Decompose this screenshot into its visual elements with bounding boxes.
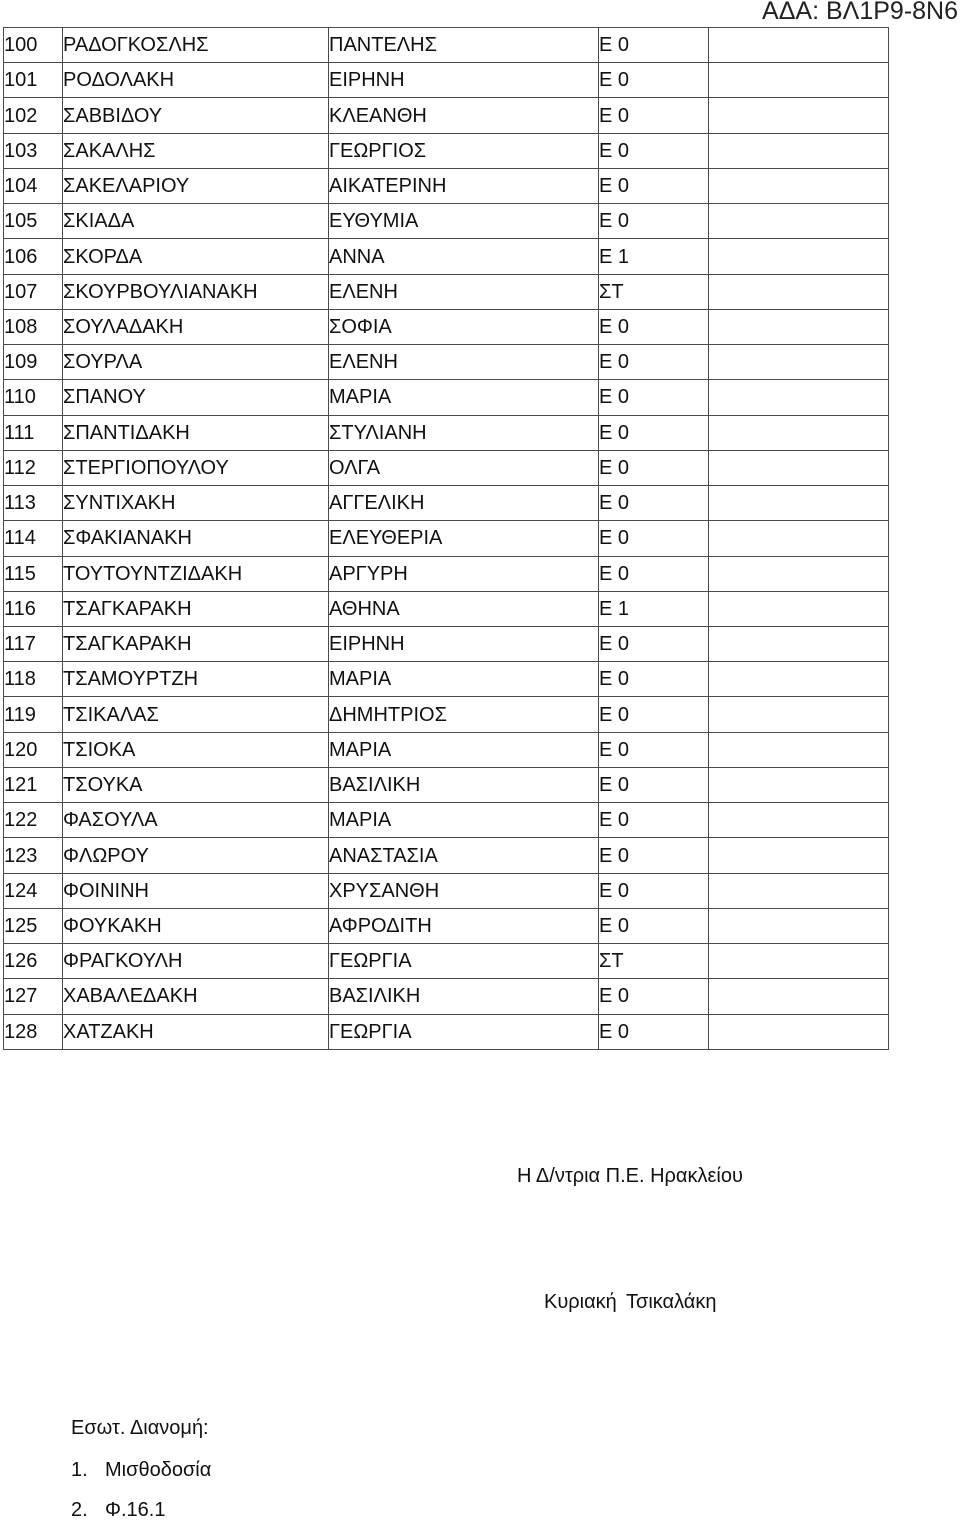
surname-cell: ΤΣΑΜΟΥΡΤΖΗ (63, 662, 329, 697)
row-number-cell: 128 (4, 1014, 63, 1049)
empty-cell (709, 591, 889, 626)
surname-cell: ΤΣΟΥΚΑ (63, 767, 329, 802)
surname-cell: ΡΑΔΟΓΚΟΣΛΗΣ (63, 28, 329, 63)
table-row (4, 556, 889, 591)
distribution-item-text: Φ.16.1 (105, 1499, 166, 1521)
empty-cell (709, 908, 889, 943)
surname-cell: ΤΣΙΟΚΑ (63, 732, 329, 767)
row-number-cell: 120 (4, 732, 63, 767)
surname-cell: ΣΟΥΡΛΑ (63, 345, 329, 380)
distribution-heading: Εσωτ. Διανομή: (71, 1417, 209, 1439)
surname-cell: ΣΑΒΒΙΔΟΥ (63, 98, 329, 133)
empty-cell (709, 767, 889, 802)
table-row (4, 838, 889, 873)
table-row (4, 486, 889, 521)
grade-cell: Ε 0 (599, 98, 709, 133)
empty-cell (709, 521, 889, 556)
table-row (4, 626, 889, 661)
grade-cell: Ε 0 (599, 28, 709, 63)
row-number-cell: 101 (4, 63, 63, 98)
grade-cell: Ε 0 (599, 556, 709, 591)
first-name-cell: ΕΛΕΝΗ (329, 274, 599, 309)
surname-cell: ΤΟΥΤΟΥΝΤΖΙΔΑΚΗ (63, 556, 329, 591)
grade-cell: Ε 0 (599, 732, 709, 767)
first-name-cell: ΕΙΡΗΝΗ (329, 63, 599, 98)
table-row (4, 1014, 889, 1049)
empty-cell (709, 979, 889, 1014)
empty-cell (709, 63, 889, 98)
row-number-cell: 123 (4, 838, 63, 873)
surname-cell: ΣΚΟΡΔΑ (63, 239, 329, 274)
surname-cell: ΣΠΑΝΤΙΔΑΚΗ (63, 415, 329, 450)
surname-cell: ΧΑΤΖΑΚΗ (63, 1014, 329, 1049)
table-row (4, 98, 889, 133)
empty-cell (709, 239, 889, 274)
surname-cell: ΡΟΔΟΛΑΚΗ (63, 63, 329, 98)
row-number-cell: 104 (4, 168, 63, 203)
first-name-cell: ΣΟΦΙΑ (329, 309, 599, 344)
surname-cell: ΦΟΥΚΑΚΗ (63, 908, 329, 943)
empty-cell (709, 450, 889, 485)
first-name-cell: ΟΛΓΑ (329, 450, 599, 485)
row-number-cell: 127 (4, 979, 63, 1014)
distribution-item-text: Μισθοδοσία (105, 1459, 212, 1481)
table-row (4, 803, 889, 838)
first-name-cell: ΑΡΓΥΡΗ (329, 556, 599, 591)
row-number-cell: 119 (4, 697, 63, 732)
empty-cell (709, 380, 889, 415)
first-name-cell: ΒΑΣΙΛΙΚΗ (329, 979, 599, 1014)
surname-cell: ΦΟΙΝΙΝΗ (63, 873, 329, 908)
grade-cell: Ε 0 (599, 309, 709, 344)
grade-cell: Ε 1 (599, 239, 709, 274)
empty-cell (709, 1014, 889, 1049)
first-name-cell: ΑΓΓΕΛΙΚΗ (329, 486, 599, 521)
row-number-cell: 125 (4, 908, 63, 943)
first-name-cell: ΕΛΕΥΘΕΡΙΑ (329, 521, 599, 556)
first-name-cell: ΑΦΡΟΔΙΤΗ (329, 908, 599, 943)
grade-cell: Ε 0 (599, 415, 709, 450)
empty-cell (709, 626, 889, 661)
grade-cell: Ε 0 (599, 803, 709, 838)
grade-cell: Ε 0 (599, 626, 709, 661)
row-number-cell: 102 (4, 98, 63, 133)
first-name-cell: ΚΛΕΑΝΘΗ (329, 98, 599, 133)
table-row (4, 944, 889, 979)
row-number-cell: 116 (4, 591, 63, 626)
table-row (4, 168, 889, 203)
ada-code: ΑΔΑ: ΒΛ1Ρ9-8Ν6 (762, 0, 958, 25)
row-number-cell: 124 (4, 873, 63, 908)
distribution-item-number: 2. (71, 1499, 88, 1521)
grade-cell: Ε 0 (599, 697, 709, 732)
grade-cell: Ε 0 (599, 168, 709, 203)
table-row (4, 63, 889, 98)
empty-cell (709, 873, 889, 908)
row-number-cell: 107 (4, 274, 63, 309)
first-name-cell: ΑΝΝΑ (329, 239, 599, 274)
first-name-cell: ΧΡΥΣΑΝΘΗ (329, 873, 599, 908)
empty-cell (709, 732, 889, 767)
row-number-cell: 103 (4, 133, 63, 168)
signatory-name: Κυριακή Τσικαλάκη (544, 1291, 717, 1313)
empty-cell (709, 345, 889, 380)
empty-cell (709, 486, 889, 521)
grade-cell: Ε 0 (599, 204, 709, 239)
grade-cell: Ε 0 (599, 380, 709, 415)
first-name-cell: ΠΑΝΤΕΛΗΣ (329, 28, 599, 63)
table-row (4, 697, 889, 732)
row-number-cell: 106 (4, 239, 63, 274)
grade-cell: Ε 0 (599, 767, 709, 802)
table-row (4, 873, 889, 908)
surname-cell: ΣΚΟΥΡΒΟΥΛΙΑΝΑΚΗ (63, 274, 329, 309)
signature-title: Η Δ/ντρια Π.Ε. Ηρακλείου (517, 1165, 743, 1187)
empty-cell (709, 803, 889, 838)
staff-table (3, 27, 889, 1050)
row-number-cell: 113 (4, 486, 63, 521)
row-number-cell: 109 (4, 345, 63, 380)
empty-cell (709, 415, 889, 450)
row-number-cell: 115 (4, 556, 63, 591)
first-name-cell: ΓΕΩΡΓΙΑ (329, 1014, 599, 1049)
surname-cell: ΧΑΒΑΛΕΔΑΚΗ (63, 979, 329, 1014)
surname-cell: ΣΚΙΑΔΑ (63, 204, 329, 239)
distribution-item-number: 1. (71, 1459, 88, 1481)
grade-cell: Ε 0 (599, 1014, 709, 1049)
grade-cell: Ε 0 (599, 521, 709, 556)
table-body (4, 28, 889, 1050)
table-row (4, 767, 889, 802)
table-row (4, 979, 889, 1014)
table-row (4, 591, 889, 626)
grade-cell: Ε 0 (599, 662, 709, 697)
first-name-cell: ΑΘΗΝΑ (329, 591, 599, 626)
table-row (4, 521, 889, 556)
row-number-cell: 122 (4, 803, 63, 838)
distribution-item (71, 1500, 165, 1520)
grade-cell: Ε 0 (599, 908, 709, 943)
empty-cell (709, 204, 889, 239)
first-name-cell: ΔΗΜΗΤΡΙΟΣ (329, 697, 599, 732)
first-name-cell: ΑΝΑΣΤΑΣΙΑ (329, 838, 599, 873)
grade-cell: ΣΤ (599, 944, 709, 979)
first-name-cell: ΜΑΡΙΑ (329, 380, 599, 415)
grade-cell: Ε 0 (599, 873, 709, 908)
row-number-cell: 114 (4, 521, 63, 556)
table-row (4, 239, 889, 274)
empty-cell (709, 838, 889, 873)
grade-cell: Ε 1 (599, 591, 709, 626)
table-row (4, 450, 889, 485)
grade-cell: Ε 0 (599, 63, 709, 98)
grade-cell: ΣΤ (599, 274, 709, 309)
table-row (4, 28, 889, 63)
table-row (4, 345, 889, 380)
table-row (4, 133, 889, 168)
surname-cell: ΤΣΙΚΑΛΑΣ (63, 697, 329, 732)
surname-cell: ΤΣΑΓΚΑΡΑΚΗ (63, 626, 329, 661)
row-number-cell: 117 (4, 626, 63, 661)
row-number-cell: 126 (4, 944, 63, 979)
first-name-cell: ΜΑΡΙΑ (329, 732, 599, 767)
table-row (4, 380, 889, 415)
empty-cell (709, 28, 889, 63)
empty-cell (709, 98, 889, 133)
grade-cell: Ε 0 (599, 133, 709, 168)
first-name-cell: ΑΙΚΑΤΕΡΙΝΗ (329, 168, 599, 203)
table-row (4, 908, 889, 943)
grade-cell: Ε 0 (599, 979, 709, 1014)
empty-cell (709, 697, 889, 732)
first-name-cell: ΕΙΡΗΝΗ (329, 626, 599, 661)
surname-cell: ΦΛΩΡΟΥ (63, 838, 329, 873)
surname-cell: ΣΦΑΚΙΑΝΑΚΗ (63, 521, 329, 556)
table-row (4, 274, 889, 309)
empty-cell (709, 309, 889, 344)
surname-cell: ΣΟΥΛΑΔΑΚΗ (63, 309, 329, 344)
surname-cell: ΦΑΣΟΥΛΑ (63, 803, 329, 838)
row-number-cell: 105 (4, 204, 63, 239)
surname-cell: ΣΥΝΤΙΧΑΚΗ (63, 486, 329, 521)
grade-cell: Ε 0 (599, 486, 709, 521)
row-number-cell: 100 (4, 28, 63, 63)
row-number-cell: 112 (4, 450, 63, 485)
surname-cell: ΣΑΚΕΛΑΡΙΟΥ (63, 168, 329, 203)
first-name-cell: ΓΕΩΡΓΙΟΣ (329, 133, 599, 168)
row-number-cell: 110 (4, 380, 63, 415)
distribution-item (71, 1460, 211, 1480)
row-number-cell: 108 (4, 309, 63, 344)
row-number-cell: 111 (4, 415, 63, 450)
surname-cell: ΤΣΑΓΚΑΡΑΚΗ (63, 591, 329, 626)
table-row (4, 204, 889, 239)
empty-cell (709, 133, 889, 168)
surname-cell: ΣΑΚΑΛΗΣ (63, 133, 329, 168)
row-number-cell: 118 (4, 662, 63, 697)
grade-cell: Ε 0 (599, 838, 709, 873)
first-name-cell: ΜΑΡΙΑ (329, 803, 599, 838)
first-name-cell: ΕΥΘΥΜΙΑ (329, 204, 599, 239)
table-row (4, 309, 889, 344)
first-name-cell: ΜΑΡΙΑ (329, 662, 599, 697)
first-name-cell: ΣΤΥΛΙΑΝΗ (329, 415, 599, 450)
grade-cell: Ε 0 (599, 450, 709, 485)
table-row (4, 662, 889, 697)
surname-cell: ΣΤΕΡΓΙΟΠΟΥΛΟΥ (63, 450, 329, 485)
empty-cell (709, 662, 889, 697)
surname-cell: ΦΡΑΓΚΟΥΛΗ (63, 944, 329, 979)
first-name-cell: ΕΛΕΝΗ (329, 345, 599, 380)
first-name-cell: ΓΕΩΡΓΙΑ (329, 944, 599, 979)
empty-cell (709, 168, 889, 203)
table-row (4, 415, 889, 450)
table-row (4, 732, 889, 767)
row-number-cell: 121 (4, 767, 63, 802)
grade-cell: Ε 0 (599, 345, 709, 380)
empty-cell (709, 556, 889, 591)
surname-cell: ΣΠΑΝΟΥ (63, 380, 329, 415)
empty-cell (709, 274, 889, 309)
empty-cell (709, 944, 889, 979)
first-name-cell: ΒΑΣΙΛΙΚΗ (329, 767, 599, 802)
